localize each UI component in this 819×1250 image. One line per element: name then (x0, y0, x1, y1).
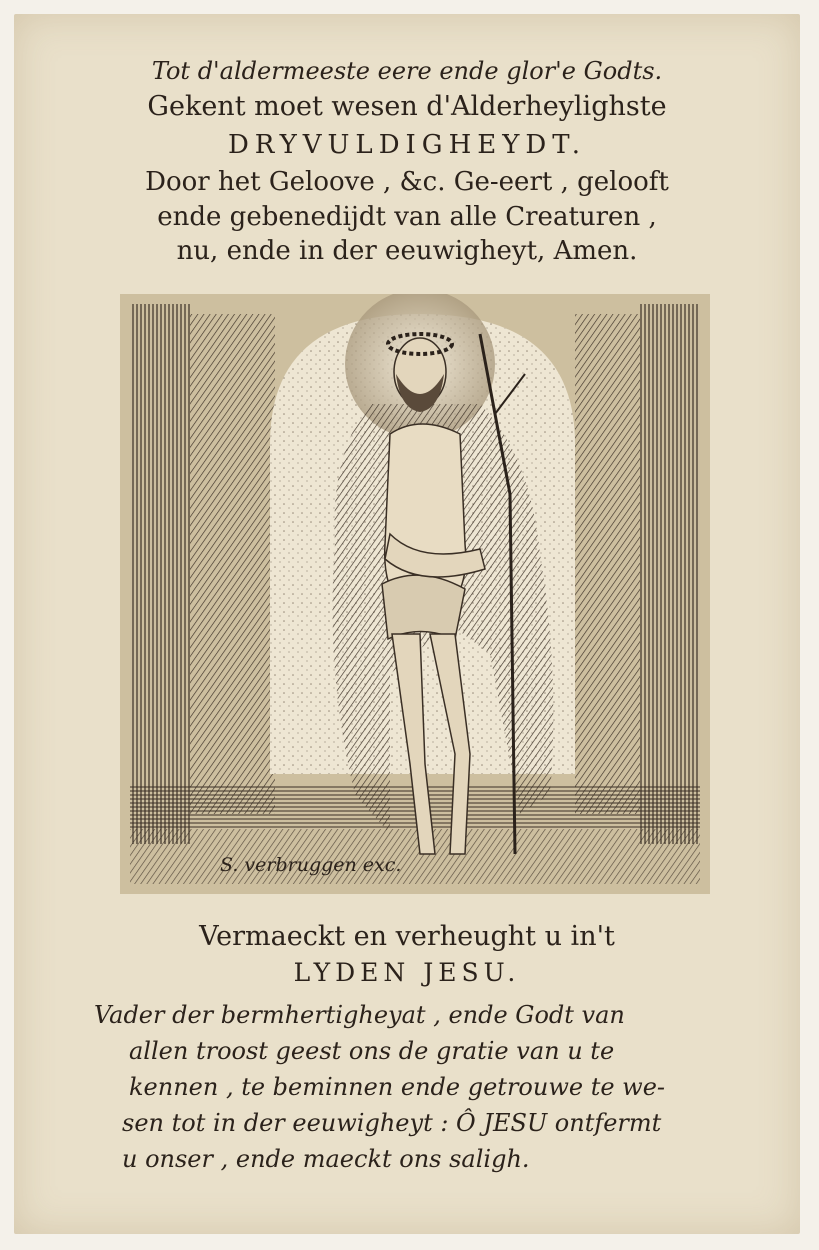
prayer-line: u onser , ende maeckt ons saligh. (122, 1145, 530, 1173)
header-line-6: nu, ende in der eeuwigheyt, Amen. (176, 236, 638, 266)
engraving-plate (120, 294, 710, 894)
prayer-line: sen tot in der eeuwigheyt : Ô JESU ontfermt (122, 1109, 662, 1137)
prayer-line: kennen , te beminnen ende getrouwe te we- (129, 1073, 666, 1101)
engraver-signature: S. verbruggen exc. (220, 854, 402, 876)
header-text (14, 54, 800, 268)
footer-line-2: LYDEN JESU. (293, 958, 521, 987)
header-line-2: Gekent moet wesen d'Alderheylighste (147, 91, 667, 122)
footer-line-1: Vermaeckt en verheught u in't (199, 921, 615, 952)
engraving-illustration (120, 294, 710, 894)
header-line-3: DRYVULDIGHEYDT. (227, 130, 587, 160)
prayer-line: allen troost geest ons de gratie van u te (129, 1037, 615, 1065)
header-line-4: Door het Geloove , &c. Ge-eert , gelooft (145, 167, 669, 197)
prayer-line: Vader der bermhertigheyat , ende Godt van (94, 1001, 625, 1029)
prayer-text (14, 997, 800, 1177)
header-line-5: ende gebenedijdt van alle Creaturen , (157, 202, 657, 232)
footer-text (14, 919, 800, 1177)
devotional-card (14, 14, 800, 1234)
header-line-1: Tot d'aldermeeste eere ende glor'e Godts. (151, 57, 663, 85)
